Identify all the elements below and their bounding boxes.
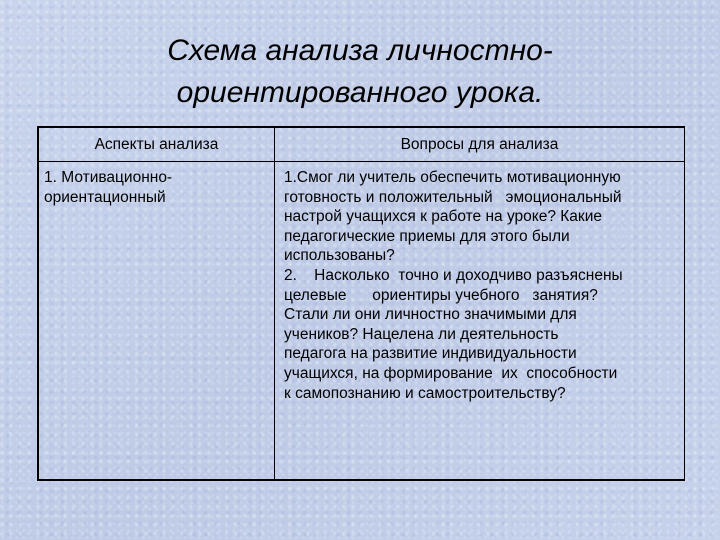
question-line: педагога на развитие индивидуальности bbox=[284, 345, 577, 363]
title-line-2: ориентированного урока. bbox=[176, 76, 544, 109]
question-line: готовность и положительный эмоциональный bbox=[284, 188, 622, 206]
title-line-1: Схема анализа личностно- bbox=[167, 34, 553, 67]
aspect-cell bbox=[39, 162, 275, 480]
header-aspects: Аспекты анализа bbox=[39, 128, 275, 162]
question-line: Стали ли они личностно значимыми для bbox=[284, 306, 577, 324]
header-questions: Вопросы для анализа bbox=[275, 128, 685, 162]
question-line: к самопознанию и самостроительству? bbox=[284, 384, 566, 402]
question-line: использованы? bbox=[284, 247, 395, 265]
table-row bbox=[39, 162, 685, 480]
question-line: учеников? Нацелена ли деятельность bbox=[284, 325, 559, 343]
aspect-line: ориентационный bbox=[44, 188, 166, 206]
table-header-row bbox=[39, 128, 685, 162]
slide-title bbox=[0, 30, 720, 114]
question-line: 2. Насколько точно и доходчиво разъяснены bbox=[284, 266, 623, 284]
analysis-table bbox=[37, 126, 685, 481]
questions-cell bbox=[275, 162, 685, 480]
aspect-line: 1. Мотивационно- bbox=[44, 169, 173, 186]
question-line: учащихся, на формирование их способности bbox=[284, 364, 618, 382]
question-line: 1.Смог ли учитель обеспечить мотивационную bbox=[284, 169, 621, 186]
question-line: настрой учащихся к работе на уроке? Какие bbox=[284, 208, 602, 226]
question-line: целевые ориентиры учебного занятия? bbox=[284, 286, 598, 304]
question-line: педагогические приемы для этого были bbox=[284, 227, 570, 245]
